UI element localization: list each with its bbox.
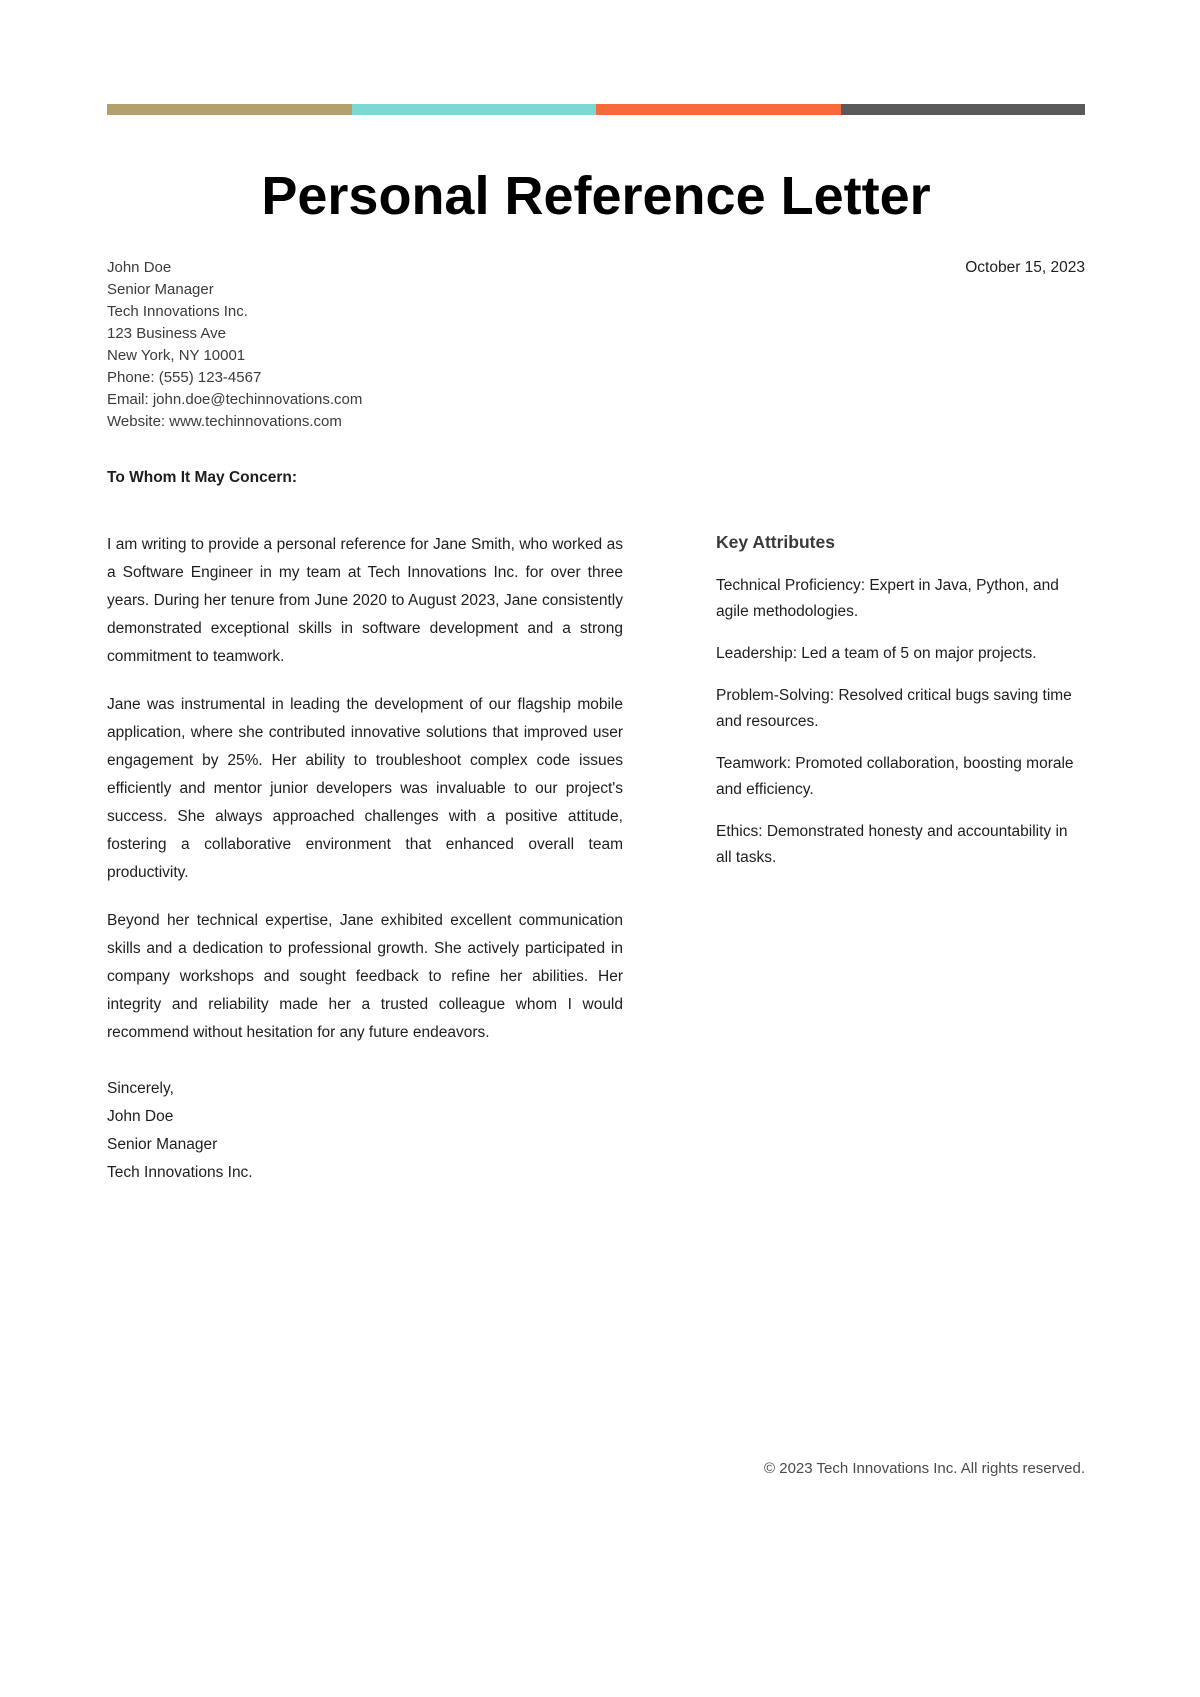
signature-name: John Doe (107, 1108, 174, 1125)
sender-company: Tech Innovations Inc. (107, 303, 248, 320)
bar-segment-gray (841, 104, 1086, 115)
bar-segment-orange (596, 104, 841, 115)
page-title: Personal Reference Letter (261, 166, 931, 226)
key-attributes-panel (623, 531, 1085, 1187)
bar-segment-tan (107, 104, 352, 115)
sender-email: Email: john.doe@techinnovations.com (107, 391, 363, 408)
attribute-item: Leadership: Led a team of 5 on major projects. (716, 645, 1037, 662)
decorative-color-bar (107, 104, 1085, 115)
letter-header (107, 257, 1085, 433)
sender-name: John Doe (107, 259, 172, 276)
body-paragraph: I am writing to provide a personal reference for Jane Smith, who worked as a Software Engineer in my team at Tech Innovations Inc. for over three years. During her tenure from June 2020 to August 2023, Jane consistently demonstrated exceptional skills in software development and a strong commitment to teamwork. (107, 536, 623, 665)
body-paragraph: Beyond her technical expertise, Jane exhibited excellent communication skills and a dedication to professional growth. She actively participated in company workshops and sought feedback to refine her abilities. Her integrity and reliability made her a trusted colleague whom I would recommend without hesitation for any future endeavors. (107, 912, 623, 1041)
signature-title: Senior Manager (107, 1136, 218, 1153)
signature-block (107, 1075, 623, 1187)
sender-website: Website: www.techinnovations.com (107, 413, 342, 430)
sender-city: New York, NY 10001 (107, 347, 246, 364)
salutation: To Whom It May Concern: (107, 469, 298, 486)
attribute-item: Technical Proficiency: Expert in Java, Python, and agile methodologies. (716, 577, 1059, 620)
key-attributes-heading: Key Attributes (716, 532, 835, 552)
letter-date: October 15, 2023 (965, 259, 1085, 276)
signature-company: Tech Innovations Inc. (107, 1164, 253, 1181)
body-paragraph: Jane was instrumental in leading the development of our flagship mobile application, where she contributed innovative solutions that improved user engagement by 25%. Her ability to troubleshoot complex code issues efficiently and mentor junior developers was invaluable to our project's success. She always approached challenges with a positive attitude, fostering a collaborative environment that enhanced overall team productivity. (107, 696, 623, 881)
attribute-item: Ethics: Demonstrated honesty and accountability in all tasks. (716, 823, 1068, 866)
attribute-item: Problem-Solving: Resolved critical bugs saving time and resources. (716, 687, 1072, 730)
attribute-item: Teamwork: Promoted collaboration, boosting morale and efficiency. (716, 755, 1074, 798)
letter-main (107, 531, 1085, 1187)
sender-street: 123 Business Ave (107, 325, 226, 342)
letter-body (107, 531, 623, 1187)
signature-closing: Sincerely, (107, 1080, 174, 1097)
sender-phone: Phone: (555) 123-4567 (107, 369, 262, 386)
copyright-footer: © 2023 Tech Innovations Inc. All rights reserved. (764, 1460, 1085, 1477)
sender-block (107, 257, 362, 433)
sender-title: Senior Manager (107, 281, 214, 298)
bar-segment-teal (352, 104, 597, 115)
